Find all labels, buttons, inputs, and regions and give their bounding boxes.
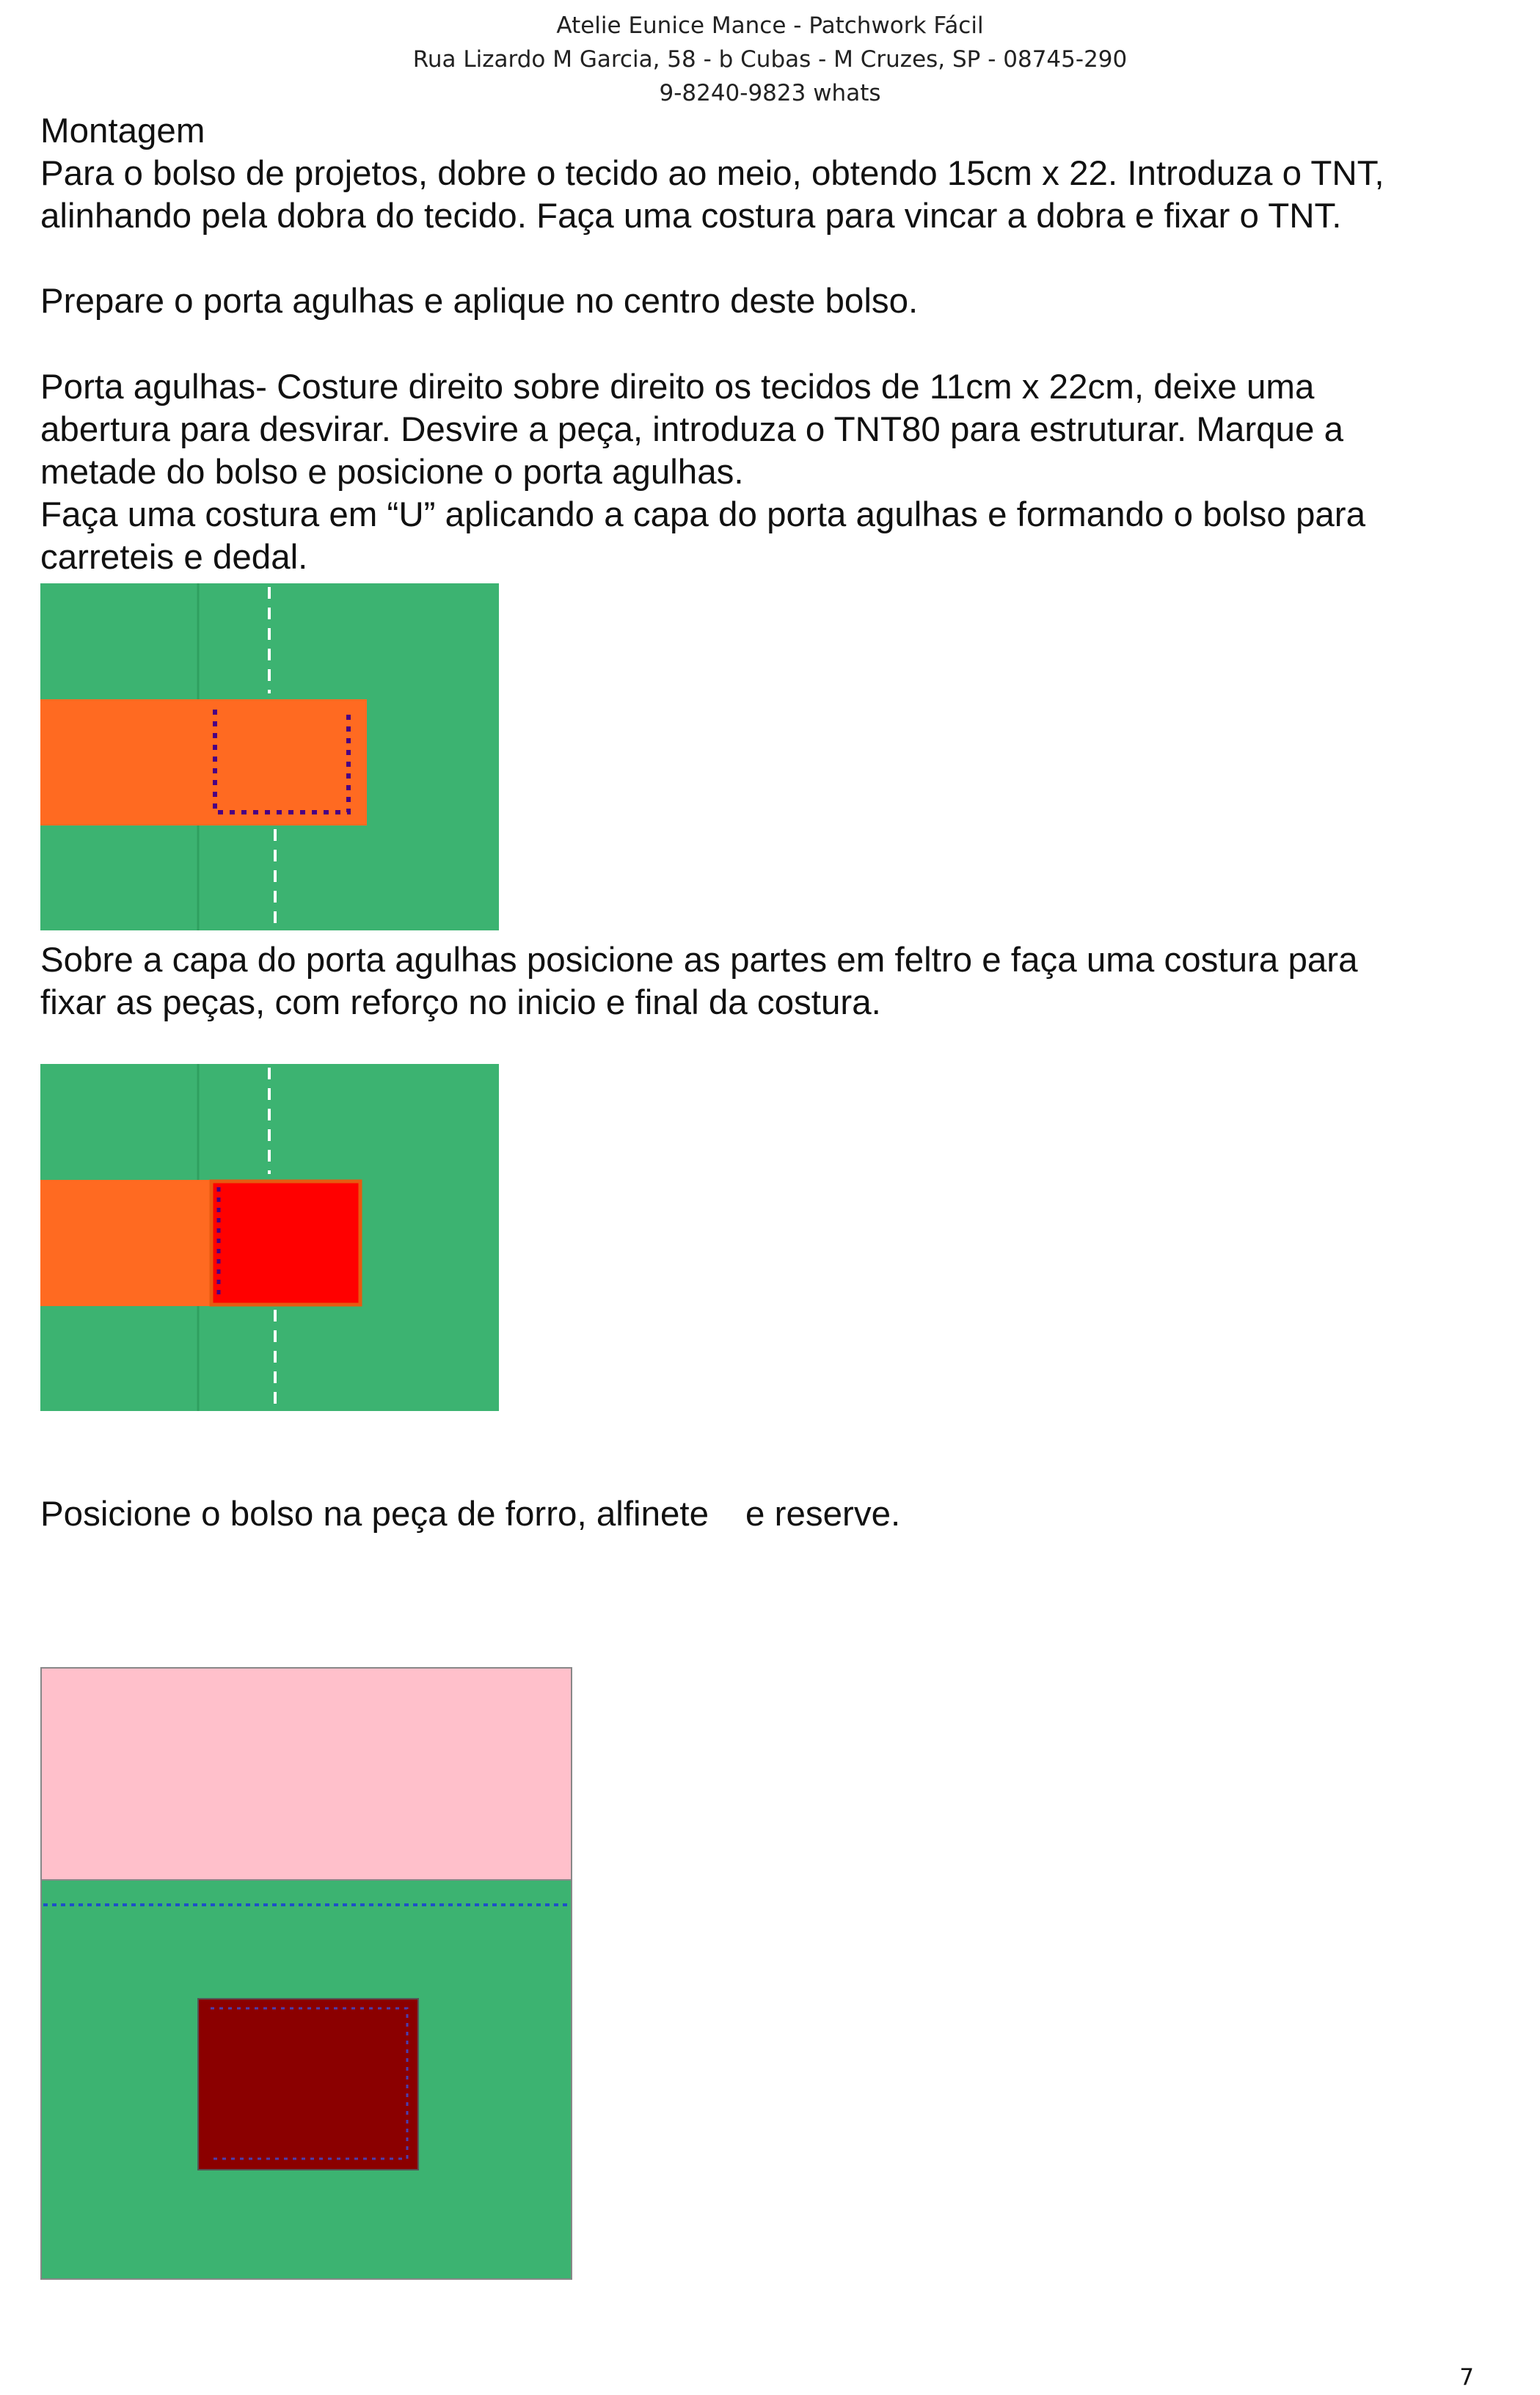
diagram-u-stitch: [40, 583, 499, 930]
header-phone: 9-8240-9823 whats: [659, 80, 881, 106]
page-header: [0, 9, 1540, 110]
page-number: 7: [1459, 2364, 1474, 2391]
paragraph-line: fixar as peças, com reforço no inicio e final da costura.: [40, 983, 881, 1022]
pink-section: [41, 1668, 572, 1880]
paragraph-needle-case: [40, 366, 1500, 579]
paragraph-line: abertura para desvirar. Desvire a peça, introduza o TNT80 para estruturar. Marque a: [40, 410, 1344, 449]
header-title: Atelie Eunice Mance - Patchwork Fácil: [556, 12, 984, 39]
paragraph-project-pocket: [40, 153, 1500, 238]
paragraph-felt: [40, 939, 1500, 1024]
paragraph-line: carreteis e dedal.: [40, 538, 308, 577]
diagram-pocket-on-lining: [40, 1667, 572, 2280]
paragraph-line: alinhando pela dobra do tecido. Faça uma costura para vincar a dobra e fixar o TNT.: [40, 197, 1342, 236]
paragraph-text: e reserve.: [745, 1495, 901, 1534]
header-address: Rua Lizardo M Garcia, 58 - b Cubas - M Cruzes, SP - 08745-290: [412, 46, 1128, 73]
section-heading: Montagem: [40, 112, 205, 150]
paragraph-text: Posicione o bolso na peça de forro, alfinete: [40, 1495, 709, 1534]
paragraph-position-pocket: [40, 1493, 1500, 1536]
paragraph-line: Sobre a capa do porta agulhas posicione as partes em feltro e faça uma costura para: [40, 941, 1358, 980]
paragraph-line: metade do bolso e posicione o porta agulhas.: [40, 453, 744, 492]
orange-needle-case: [40, 699, 367, 825]
diagram-felt-pieces: [40, 1064, 499, 1411]
orange-needle-case: [40, 1180, 216, 1306]
needle-case-applique: [198, 1999, 418, 2170]
paragraph-prepare: Prepare o porta agulhas e aplique no centro deste bolso.: [40, 282, 919, 321]
paragraph-line: Para o bolso de projetos, dobre o tecido ao meio, obtendo 15cm x 22. Introduza o TNT,: [40, 154, 1384, 193]
paragraph-line: Porta agulhas- Costure direito sobre direito os tecidos de 11cm x 22cm, deixe uma: [40, 368, 1315, 407]
paragraph-line: Faça uma costura em “U” aplicando a capa do porta agulhas e formando o bolso para: [40, 495, 1366, 534]
red-felt-piece: [211, 1181, 360, 1305]
